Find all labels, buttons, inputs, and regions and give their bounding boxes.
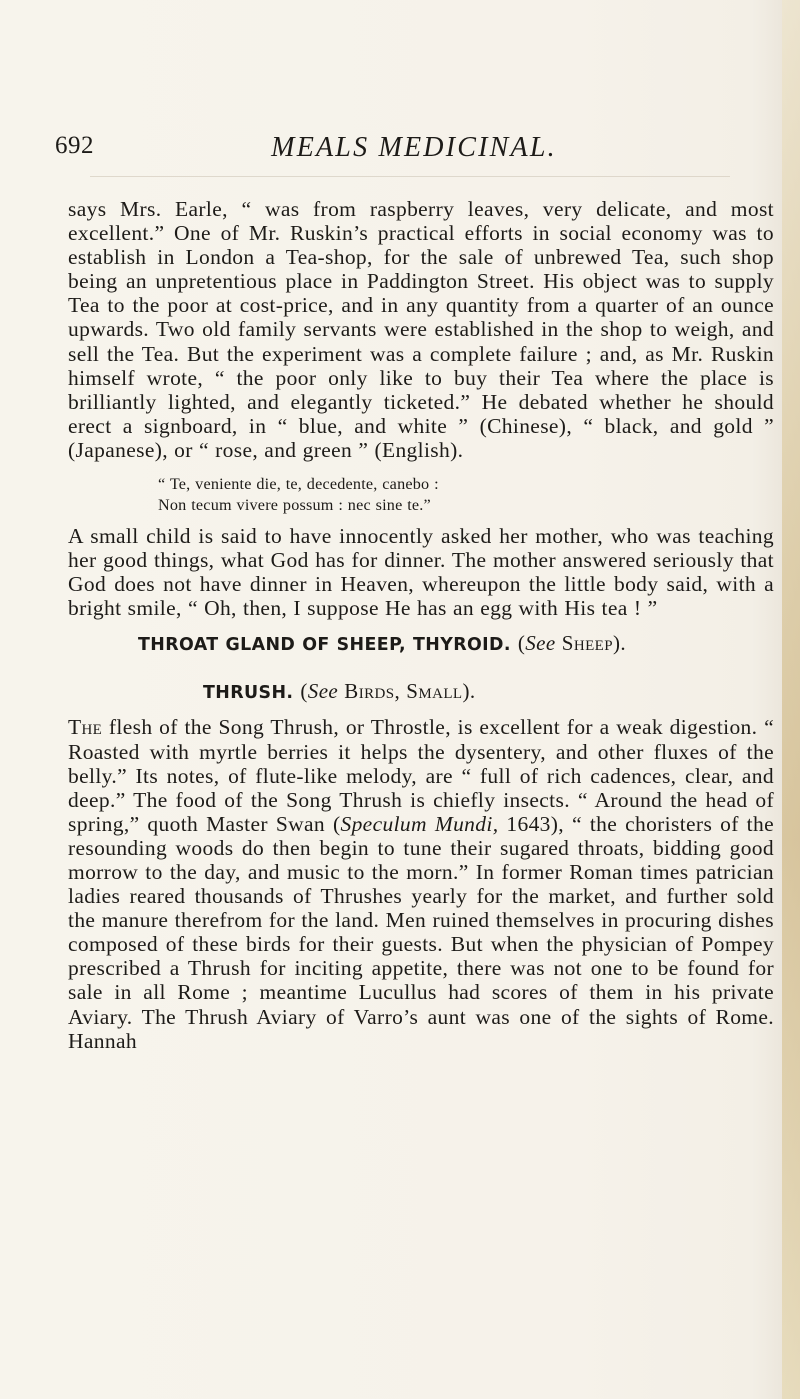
entry-heading-throat-gland <box>68 631 774 657</box>
heading-title: THROAT GLAND OF SHEEP, THYROID. <box>138 635 511 656</box>
paragraph-child-anecdote: A small child is said to have innocently asked her mother, who was teaching her good things, what God has for dinner. The mother answered seriously that God does not have dinner in Heaven, whereupon the little body said, with a bright smile, “ Oh, then, I suppose He has an egg with His tea ! ” <box>68 524 774 621</box>
quote-line: “ Te, veniente die, te, decedente, canebo : <box>158 475 439 494</box>
header-rule <box>90 176 730 177</box>
cross-reference: (See Birds, Small). <box>300 679 476 704</box>
lead-word: The <box>68 715 103 740</box>
running-head: MEALS MEDICINAL. <box>271 132 557 163</box>
latin-quote <box>68 474 774 516</box>
quote-line: Non tecum vivere possum : nec sine te.” <box>158 496 431 515</box>
entry-heading-thrush <box>68 679 774 705</box>
spacer <box>68 620 774 631</box>
page-header <box>0 132 780 168</box>
cross-reference: (See Sheep). <box>517 631 626 656</box>
spacer <box>68 705 774 715</box>
work-title: Speculum Mundi, <box>340 811 499 836</box>
spacer <box>68 657 774 679</box>
page-edge-discoloration <box>782 0 800 1399</box>
heading-title: THRUSH. <box>203 683 294 704</box>
paragraph-tea-shop: says Mrs. Earle, “ was from raspberry leaves, very delicate, and most excellent.” One of Mr. Ruskin’s practical efforts in social economy was to establish in London a Tea-shop, for the sale of unbrewed Tea, such shop being an unpretentious place in Paddington Street. His object was to supply Tea to the poor at cost-price, and in any quantity from a quarter of an ounce upwards. Two old family servants were established in the shop to weigh, and sell the Tea. But the experiment was a complete failure ; and, as Mr. Ruskin himself wrote, “ the poor only like to buy their Tea where the place is brilliantly lighted, and elegantly ticketed.” He debated whether he should erect a signboard, in “ blue, and white ” (Chinese), “ black, and gold ” (Japanese), or “ rose, and green ” (English). <box>68 197 774 462</box>
paragraph-thrush: The flesh of the Song Thrush, or Throstle, is excellent for a weak digestion. “ Roasted with myrtle berries it helps the dysentery, and other fluxes of the belly.” Its notes, of flute-like melody, are “ full of rich cadences, clear, and deep.” The food of the Song Thrush is chiefly insects. “ Around the head of spring,” quoth Master Swan (Speculum Mundi, 1643), “ the choristers of the resounding woods do then begin to tune their sugared throats, bidding good morrow to the day, and music to the morn.” In former Roman times patrician ladies reared thousands of Thrushes yearly for the market, and further sold the manure therefrom for the land. Men ruined themselves in procuring dishes composed of these birds for their guests. But when the physician of Pompey prescribed a Thrush for inciting appetite, there was not one to be found for sale in all Rome ; meantime Lucullus had scores of them in his private Aviary. The Thrush Aviary of Varro’s aunt was one of the sights of Rome. Hannah <box>68 715 774 1053</box>
page-number: 692 <box>55 132 94 159</box>
body-text <box>68 197 774 1053</box>
